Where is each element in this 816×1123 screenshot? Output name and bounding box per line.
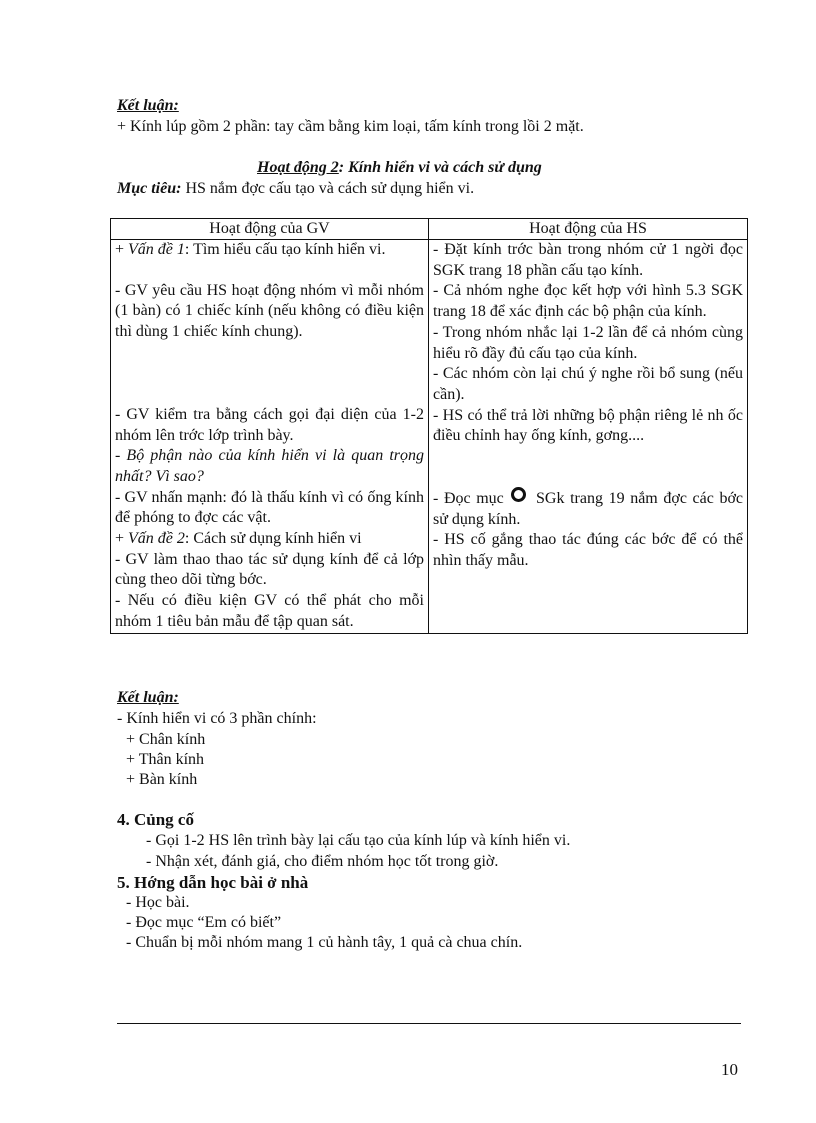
objective-text: HS nắm đợc cấu tạo và cách sử dụng hiển vi. xyxy=(181,180,475,197)
gv-paragraph: - GV nhấn mạnh: đó là thấu kính vì có ống kính để phóng to đợc các vật. xyxy=(115,488,424,527)
activity-title xyxy=(257,158,542,178)
conclusion-2-heading: Kết luận: xyxy=(117,689,179,706)
gv-paragraph: - GV kiểm tra bằng cách gọi đại diện của 1-2 nhóm lên trớc lớp trình bày. xyxy=(115,405,424,444)
hs-paragraph: - Đặt kính trớc bàn trong nhóm cử 1 ngời đọc SGK trang 18 phần cấu tạo kính. xyxy=(433,241,743,279)
objective-label: Mục tiêu: xyxy=(117,180,182,197)
list-item: - Chuẩn bị mỗi nhóm mang 1 củ hành tây, 1 quả cà chua chín. xyxy=(126,934,523,951)
list-item: - Gọi 1-2 HS lên trình bày lại cấu tạo của kính lúp và kính hiển vi. xyxy=(146,832,571,849)
hs-paragraph: - Cả nhóm nghe đọc kết hợp với hình 5.3 SGK trang 18 để xác định các bộ phận của kính. xyxy=(433,282,743,321)
conclusion-text: + Kính lúp gồm 2 phần: tay cầm bằng kim loại, tấm kính trong lồi 2 mặt. xyxy=(117,118,584,135)
list-item: + Chân kính xyxy=(126,731,206,748)
objective-line xyxy=(117,179,474,199)
hs-paragraph: - Các nhóm còn lại chú ý nghe rồi bổ sung (nếu cần). xyxy=(433,365,743,403)
hs-paragraph: - HS có thể trả lời những bộ phận riêng lẻ nh ốc điều chỉnh hay ống kính, gơng.... xyxy=(433,406,743,445)
list-item: + Bàn kính xyxy=(126,771,198,788)
section-5-title: 5. Hớng dẫn học bài ở nhà xyxy=(117,873,309,892)
hs-cell xyxy=(429,240,748,634)
table-row xyxy=(111,240,748,634)
gv-paragraph: - GV yêu cầu HS hoạt động nhóm vì mỗi nhóm (1 bàn) có 1 chiếc kính (nếu không có điều kiện thì dùng 1 chiếc kính chung). xyxy=(115,281,424,341)
page-number: 10 xyxy=(721,1060,738,1079)
header-gv: Hoạt động của GV xyxy=(111,219,429,240)
conclusion-heading: Kết luận: xyxy=(117,97,179,114)
list-item: - Nhận xét, đánh giá, cho điểm nhóm học tốt trong giờ. xyxy=(146,853,499,870)
gv-cell xyxy=(111,240,429,634)
gv-issue-1: + Vấn đề 1: Tìm hiểu cấu tạo kính hiển vi. xyxy=(115,241,386,258)
conclusion-2-line: - Kính hiển vi có 3 phần chính: xyxy=(117,710,317,727)
header-hs: Hoạt động của HS xyxy=(429,219,748,240)
issue-2-label: Vấn đề 2 xyxy=(128,530,185,548)
footer-divider xyxy=(117,1023,741,1024)
activity-table xyxy=(110,218,748,634)
activity-title-label: Hoạt động 2 xyxy=(257,159,339,176)
gv-paragraph: - GV làm thao thao tác sử dụng kính để cả lớp cùng theo dõi từng bớc. xyxy=(115,550,424,589)
issue-1-label: Vấn đề 1 xyxy=(128,241,185,258)
list-item: - Đọc mục “Em có biết” xyxy=(126,914,282,931)
list-item: + Thân kính xyxy=(126,751,205,768)
circle-bullet-icon xyxy=(511,487,526,502)
hs-paragraph: - Trong nhóm nhắc lại 1-2 lần để cả nhóm cùng hiểu rõ đầy đủ cấu tạo của kính. xyxy=(433,323,743,362)
gv-issue-2: + Vấn đề 2: Cách sử dụng kính hiển vi xyxy=(115,530,362,548)
table-header-row xyxy=(111,219,748,240)
activity-title-rest: : Kính hiển vi và cách sử dụng xyxy=(338,159,542,176)
gv-paragraph: - Nếu có điều kiện GV có thể phát cho mỗi nhóm 1 tiêu bản mẫu để tập quan sát. xyxy=(115,592,424,630)
section-4-title: 4. Củng cố xyxy=(117,810,194,829)
hs-paragraph: - HS cố gắng thao tác đúng các bớc để có thể nhìn thấy mẫu. xyxy=(433,531,743,570)
gv-question: - Bộ phận nào của kính hiển vi là quan trọng nhất? Vì sao? xyxy=(115,447,424,485)
hs-paragraph: - Đọc mục SGk trang 19 nắm đợc các bớc sử dụng kính. xyxy=(433,487,743,530)
list-item: - Học bài. xyxy=(126,894,190,911)
